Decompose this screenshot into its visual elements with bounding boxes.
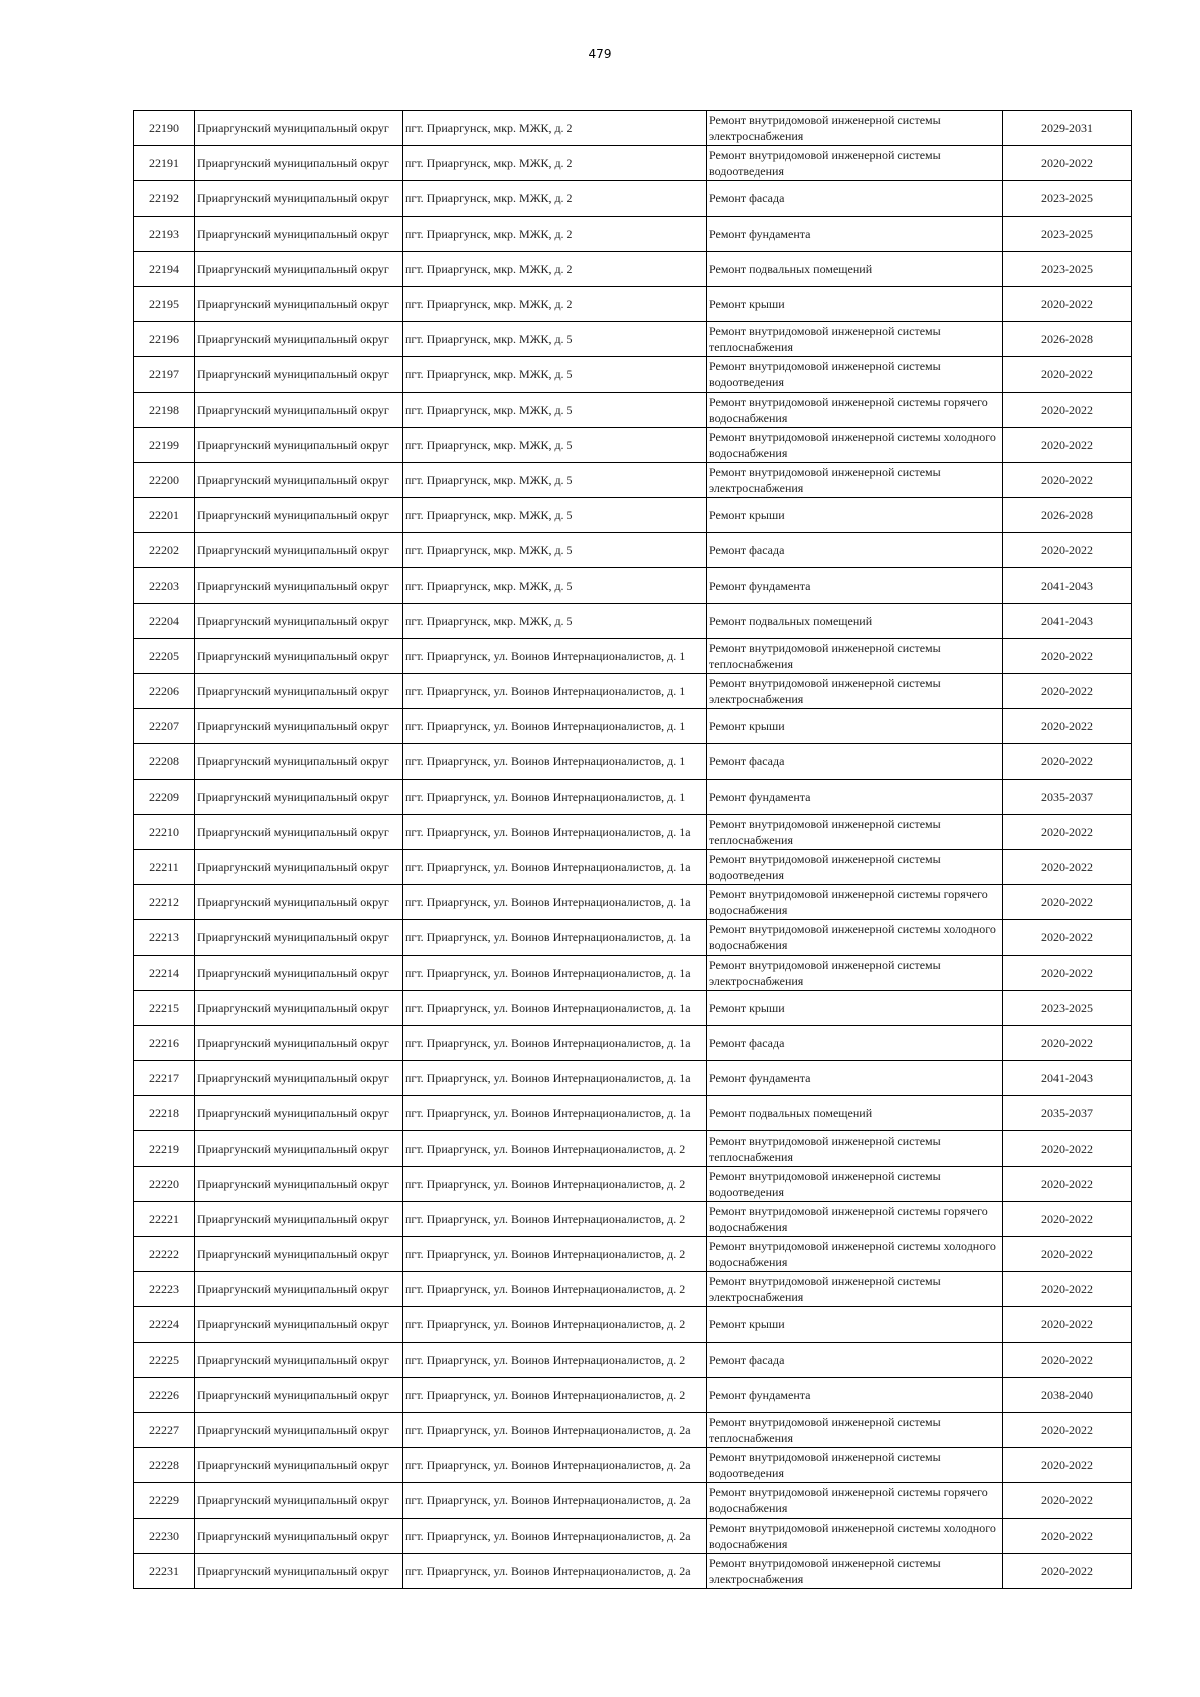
address-cell: пгт. Приаргунск, мкр. МЖК, д. 2 (403, 216, 707, 251)
address-cell: пгт. Приаргунск, ул. Воинов Интернационалистов, д. 2 (403, 1201, 707, 1236)
row-number: 22208 (134, 744, 195, 779)
period-cell: 2026-2028 (1003, 498, 1132, 533)
row-number: 22201 (134, 498, 195, 533)
table-row (134, 462, 1132, 497)
row-number: 22195 (134, 286, 195, 321)
work-type-cell: Ремонт крыши (707, 498, 1003, 533)
table-row (134, 568, 1132, 603)
table-row (134, 357, 1132, 392)
repair-schedule-table (133, 110, 1132, 1589)
table-row (134, 779, 1132, 814)
table-row (134, 674, 1132, 709)
work-type-cell: Ремонт внутридомовой инженерной системы водоотведения (707, 1448, 1003, 1483)
row-number: 22224 (134, 1307, 195, 1342)
work-type-cell: Ремонт внутридомовой инженерной системы холодного водоснабжения (707, 920, 1003, 955)
district-cell: Приаргунский муниципальный округ (195, 216, 403, 251)
district-cell: Приаргунский муниципальный округ (195, 849, 403, 884)
table-row (134, 392, 1132, 427)
work-type-cell: Ремонт крыши (707, 286, 1003, 321)
table-row (134, 814, 1132, 849)
table-row (134, 709, 1132, 744)
district-cell: Приаргунский муниципальный округ (195, 955, 403, 990)
work-type-cell: Ремонт фасада (707, 1342, 1003, 1377)
work-type-cell: Ремонт фундамента (707, 1377, 1003, 1412)
district-cell: Приаргунский муниципальный округ (195, 146, 403, 181)
address-cell: пгт. Приаргунск, ул. Воинов Интернационалистов, д. 1а (403, 885, 707, 920)
row-number: 22207 (134, 709, 195, 744)
period-cell: 2020-2022 (1003, 849, 1132, 884)
district-cell: Приаргунский муниципальный округ (195, 357, 403, 392)
district-cell: Приаргунский муниципальный округ (195, 1412, 403, 1447)
work-type-cell: Ремонт фасада (707, 1025, 1003, 1060)
period-cell: 2020-2022 (1003, 1307, 1132, 1342)
address-cell: пгт. Приаргунск, ул. Воинов Интернационалистов, д. 2а (403, 1553, 707, 1588)
period-cell: 2020-2022 (1003, 286, 1132, 321)
district-cell: Приаргунский муниципальный округ (195, 744, 403, 779)
table-row (134, 744, 1132, 779)
period-cell: 2041-2043 (1003, 1061, 1132, 1096)
table-row (134, 498, 1132, 533)
district-cell: Приаргунский муниципальный округ (195, 1518, 403, 1553)
district-cell: Приаргунский муниципальный округ (195, 533, 403, 568)
row-number: 22223 (134, 1272, 195, 1307)
address-cell: пгт. Приаргунск, ул. Воинов Интернационалистов, д. 2 (403, 1342, 707, 1377)
work-type-cell: Ремонт фасада (707, 533, 1003, 568)
work-type-cell: Ремонт фундамента (707, 216, 1003, 251)
address-cell: пгт. Приаргунск, ул. Воинов Интернационалистов, д. 1а (403, 990, 707, 1025)
work-type-cell: Ремонт крыши (707, 709, 1003, 744)
row-number: 22197 (134, 357, 195, 392)
address-cell: пгт. Приаргунск, мкр. МЖК, д. 5 (403, 603, 707, 638)
period-cell: 2020-2022 (1003, 1412, 1132, 1447)
work-type-cell: Ремонт внутридомовой инженерной системы горячего водоснабжения (707, 1483, 1003, 1518)
row-number: 22215 (134, 990, 195, 1025)
row-number: 22229 (134, 1483, 195, 1518)
work-type-cell: Ремонт подвальных помещений (707, 1096, 1003, 1131)
address-cell: пгт. Приаргунск, ул. Воинов Интернационалистов, д. 1а (403, 955, 707, 990)
work-type-cell: Ремонт подвальных помещений (707, 251, 1003, 286)
district-cell: Приаргунский муниципальный округ (195, 1448, 403, 1483)
table-row (134, 1412, 1132, 1447)
work-type-cell: Ремонт внутридомовой инженерной системы водоотведения (707, 1166, 1003, 1201)
work-type-cell: Ремонт внутридомовой инженерной системы холодного водоснабжения (707, 1518, 1003, 1553)
row-number: 22198 (134, 392, 195, 427)
table-row (134, 1166, 1132, 1201)
period-cell: 2041-2043 (1003, 568, 1132, 603)
address-cell: пгт. Приаргунск, мкр. МЖК, д. 2 (403, 181, 707, 216)
address-cell: пгт. Приаргунск, ул. Воинов Интернационалистов, д. 2 (403, 1377, 707, 1412)
address-cell: пгт. Приаргунск, мкр. МЖК, д. 5 (403, 392, 707, 427)
table-row (134, 1237, 1132, 1272)
address-cell: пгт. Приаргунск, ул. Воинов Интернационалистов, д. 1а (403, 1025, 707, 1060)
address-cell: пгт. Приаргунск, мкр. МЖК, д. 2 (403, 111, 707, 146)
district-cell: Приаргунский муниципальный округ (195, 286, 403, 321)
table-row (134, 1272, 1132, 1307)
period-cell: 2020-2022 (1003, 1201, 1132, 1236)
address-cell: пгт. Приаргунск, ул. Воинов Интернационалистов, д. 2а (403, 1448, 707, 1483)
table-row (134, 1307, 1132, 1342)
address-cell: пгт. Приаргунск, ул. Воинов Интернационалистов, д. 1 (403, 709, 707, 744)
row-number: 22214 (134, 955, 195, 990)
work-type-cell: Ремонт внутридомовой инженерной системы горячего водоснабжения (707, 885, 1003, 920)
table-row (134, 1131, 1132, 1166)
district-cell: Приаргунский муниципальный округ (195, 427, 403, 462)
district-cell: Приаргунский муниципальный округ (195, 1131, 403, 1166)
address-cell: пгт. Приаргунск, ул. Воинов Интернационалистов, д. 1 (403, 779, 707, 814)
work-type-cell: Ремонт внутридомовой инженерной системы электроснабжения (707, 1553, 1003, 1588)
work-type-cell: Ремонт внутридомовой инженерной системы водоотведения (707, 849, 1003, 884)
table-row (134, 216, 1132, 251)
period-cell: 2020-2022 (1003, 1131, 1132, 1166)
table-row (134, 1201, 1132, 1236)
row-number: 22228 (134, 1448, 195, 1483)
table-row (134, 1377, 1132, 1412)
period-cell: 2023-2025 (1003, 251, 1132, 286)
period-cell: 2023-2025 (1003, 181, 1132, 216)
address-cell: пгт. Приаргунск, мкр. МЖК, д. 5 (403, 427, 707, 462)
row-number: 22194 (134, 251, 195, 286)
table-row (134, 251, 1132, 286)
row-number: 22204 (134, 603, 195, 638)
row-number: 22222 (134, 1237, 195, 1272)
row-number: 22192 (134, 181, 195, 216)
district-cell: Приаргунский муниципальный округ (195, 674, 403, 709)
address-cell: пгт. Приаргунск, ул. Воинов Интернационалистов, д. 1 (403, 638, 707, 673)
work-type-cell: Ремонт внутридомовой инженерной системы электроснабжения (707, 674, 1003, 709)
address-cell: пгт. Приаргунск, мкр. МЖК, д. 2 (403, 251, 707, 286)
row-number: 22211 (134, 849, 195, 884)
district-cell: Приаргунский муниципальный округ (195, 498, 403, 533)
work-type-cell: Ремонт фасада (707, 744, 1003, 779)
work-type-cell: Ремонт подвальных помещений (707, 603, 1003, 638)
work-type-cell: Ремонт фундамента (707, 568, 1003, 603)
period-cell: 2020-2022 (1003, 1342, 1132, 1377)
table-row (134, 920, 1132, 955)
table-row (134, 1553, 1132, 1588)
period-cell: 2020-2022 (1003, 1483, 1132, 1518)
row-number: 22191 (134, 146, 195, 181)
period-cell: 2020-2022 (1003, 462, 1132, 497)
address-cell: пгт. Приаргунск, ул. Воинов Интернационалистов, д. 2 (403, 1237, 707, 1272)
district-cell: Приаргунский муниципальный округ (195, 1342, 403, 1377)
address-cell: пгт. Приаргунск, ул. Воинов Интернационалистов, д. 1а (403, 1061, 707, 1096)
address-cell: пгт. Приаргунск, ул. Воинов Интернационалистов, д. 1а (403, 849, 707, 884)
period-cell: 2020-2022 (1003, 392, 1132, 427)
row-number: 22199 (134, 427, 195, 462)
period-cell: 2038-2040 (1003, 1377, 1132, 1412)
period-cell: 2020-2022 (1003, 920, 1132, 955)
period-cell: 2041-2043 (1003, 603, 1132, 638)
work-type-cell: Ремонт внутридомовой инженерной системы холодного водоснабжения (707, 427, 1003, 462)
period-cell: 2020-2022 (1003, 955, 1132, 990)
work-type-cell: Ремонт фасада (707, 181, 1003, 216)
table-row (134, 111, 1132, 146)
row-number: 22230 (134, 1518, 195, 1553)
table-body (134, 111, 1132, 1589)
row-number: 22231 (134, 1553, 195, 1588)
district-cell: Приаргунский муниципальный округ (195, 1096, 403, 1131)
table-row (134, 427, 1132, 462)
address-cell: пгт. Приаргунск, мкр. МЖК, д. 5 (403, 533, 707, 568)
district-cell: Приаргунский муниципальный округ (195, 322, 403, 357)
row-number: 22200 (134, 462, 195, 497)
row-number: 22203 (134, 568, 195, 603)
work-type-cell: Ремонт фундамента (707, 779, 1003, 814)
table-row (134, 1096, 1132, 1131)
period-cell: 2020-2022 (1003, 1237, 1132, 1272)
period-cell: 2020-2022 (1003, 638, 1132, 673)
district-cell: Приаргунский муниципальный округ (195, 709, 403, 744)
district-cell: Приаргунский муниципальный округ (195, 990, 403, 1025)
table-row (134, 885, 1132, 920)
table-row (134, 322, 1132, 357)
work-type-cell: Ремонт фундамента (707, 1061, 1003, 1096)
address-cell: пгт. Приаргунск, ул. Воинов Интернационалистов, д. 2 (403, 1131, 707, 1166)
row-number: 22196 (134, 322, 195, 357)
address-cell: пгт. Приаргунск, мкр. МЖК, д. 5 (403, 322, 707, 357)
period-cell: 2020-2022 (1003, 709, 1132, 744)
row-number: 22227 (134, 1412, 195, 1447)
work-type-cell: Ремонт внутридомовой инженерной системы водоотведения (707, 146, 1003, 181)
period-cell: 2020-2022 (1003, 533, 1132, 568)
period-cell: 2020-2022 (1003, 427, 1132, 462)
table-row (134, 1025, 1132, 1060)
period-cell: 2029-2031 (1003, 111, 1132, 146)
period-cell: 2020-2022 (1003, 674, 1132, 709)
district-cell: Приаргунский муниципальный округ (195, 181, 403, 216)
row-number: 22225 (134, 1342, 195, 1377)
period-cell: 2035-2037 (1003, 1096, 1132, 1131)
work-type-cell: Ремонт крыши (707, 990, 1003, 1025)
address-cell: пгт. Приаргунск, ул. Воинов Интернационалистов, д. 2а (403, 1483, 707, 1518)
address-cell: пгт. Приаргунск, ул. Воинов Интернационалистов, д. 2 (403, 1166, 707, 1201)
period-cell: 2020-2022 (1003, 744, 1132, 779)
period-cell: 2020-2022 (1003, 1025, 1132, 1060)
period-cell: 2020-2022 (1003, 357, 1132, 392)
page-number: 479 (588, 47, 612, 61)
district-cell: Приаргунский муниципальный округ (195, 1061, 403, 1096)
row-number: 22190 (134, 111, 195, 146)
district-cell: Приаргунский муниципальный округ (195, 462, 403, 497)
period-cell: 2020-2022 (1003, 1166, 1132, 1201)
district-cell: Приаргунский муниципальный округ (195, 920, 403, 955)
period-cell: 2020-2022 (1003, 146, 1132, 181)
row-number: 22212 (134, 885, 195, 920)
district-cell: Приаргунский муниципальный округ (195, 638, 403, 673)
address-cell: пгт. Приаргунск, мкр. МЖК, д. 5 (403, 498, 707, 533)
address-cell: пгт. Приаргунск, ул. Воинов Интернационалистов, д. 2 (403, 1272, 707, 1307)
address-cell: пгт. Приаргунск, ул. Воинов Интернационалистов, д. 1а (403, 920, 707, 955)
address-cell: пгт. Приаргунск, мкр. МЖК, д. 5 (403, 357, 707, 392)
row-number: 22219 (134, 1131, 195, 1166)
district-cell: Приаргунский муниципальный округ (195, 1201, 403, 1236)
district-cell: Приаргунский муниципальный округ (195, 1377, 403, 1412)
address-cell: пгт. Приаргунск, ул. Воинов Интернационалистов, д. 2 (403, 1307, 707, 1342)
row-number: 22206 (134, 674, 195, 709)
district-cell: Приаргунский муниципальный округ (195, 392, 403, 427)
row-number: 22210 (134, 814, 195, 849)
table-row (134, 638, 1132, 673)
address-cell: пгт. Приаргунск, ул. Воинов Интернационалистов, д. 2а (403, 1518, 707, 1553)
period-cell: 2020-2022 (1003, 885, 1132, 920)
address-cell: пгт. Приаргунск, ул. Воинов Интернационалистов, д. 1 (403, 674, 707, 709)
address-cell: пгт. Приаргунск, ул. Воинов Интернационалистов, д. 2а (403, 1412, 707, 1447)
district-cell: Приаргунский муниципальный округ (195, 1483, 403, 1518)
address-cell: пгт. Приаргунск, ул. Воинов Интернационалистов, д. 1а (403, 1096, 707, 1131)
row-number: 22221 (134, 1201, 195, 1236)
period-cell: 2020-2022 (1003, 1518, 1132, 1553)
address-cell: пгт. Приаргунск, ул. Воинов Интернационалистов, д. 1 (403, 744, 707, 779)
work-type-cell: Ремонт внутридомовой инженерной системы теплоснабжения (707, 638, 1003, 673)
table-row (134, 146, 1132, 181)
period-cell: 2020-2022 (1003, 814, 1132, 849)
district-cell: Приаргунский муниципальный округ (195, 779, 403, 814)
district-cell: Приаргунский муниципальный округ (195, 885, 403, 920)
table-row (134, 1448, 1132, 1483)
work-type-cell: Ремонт внутридомовой инженерной системы горячего водоснабжения (707, 392, 1003, 427)
work-type-cell: Ремонт внутридомовой инженерной системы теплоснабжения (707, 1412, 1003, 1447)
district-cell: Приаргунский муниципальный округ (195, 1553, 403, 1588)
row-number: 22193 (134, 216, 195, 251)
period-cell: 2020-2022 (1003, 1553, 1132, 1588)
district-cell: Приаргунский муниципальный округ (195, 568, 403, 603)
row-number: 22216 (134, 1025, 195, 1060)
row-number: 22218 (134, 1096, 195, 1131)
work-type-cell: Ремонт внутридомовой инженерной системы электроснабжения (707, 111, 1003, 146)
row-number: 22220 (134, 1166, 195, 1201)
table-row (134, 1518, 1132, 1553)
table-row (134, 1342, 1132, 1377)
table-row (134, 990, 1132, 1025)
district-cell: Приаргунский муниципальный округ (195, 1272, 403, 1307)
period-cell: 2020-2022 (1003, 1272, 1132, 1307)
row-number: 22205 (134, 638, 195, 673)
work-type-cell: Ремонт внутридомовой инженерной системы теплоснабжения (707, 322, 1003, 357)
work-type-cell: Ремонт крыши (707, 1307, 1003, 1342)
work-type-cell: Ремонт внутридомовой инженерной системы водоотведения (707, 357, 1003, 392)
district-cell: Приаргунский муниципальный округ (195, 1025, 403, 1060)
period-cell: 2035-2037 (1003, 779, 1132, 814)
work-type-cell: Ремонт внутридомовой инженерной системы электроснабжения (707, 462, 1003, 497)
period-cell: 2023-2025 (1003, 216, 1132, 251)
address-cell: пгт. Приаргунск, мкр. МЖК, д. 2 (403, 286, 707, 321)
table-row (134, 1061, 1132, 1096)
work-type-cell: Ремонт внутридомовой инженерной системы электроснабжения (707, 1272, 1003, 1307)
work-type-cell: Ремонт внутридомовой инженерной системы электроснабжения (707, 955, 1003, 990)
table-row (134, 603, 1132, 638)
row-number: 22202 (134, 533, 195, 568)
district-cell: Приаргунский муниципальный округ (195, 1307, 403, 1342)
row-number: 22209 (134, 779, 195, 814)
table-row (134, 955, 1132, 990)
district-cell: Приаргунский муниципальный округ (195, 603, 403, 638)
period-cell: 2020-2022 (1003, 1448, 1132, 1483)
period-cell: 2023-2025 (1003, 990, 1132, 1025)
district-cell: Приаргунский муниципальный округ (195, 1237, 403, 1272)
district-cell: Приаргунский муниципальный округ (195, 1166, 403, 1201)
table-row (134, 1483, 1132, 1518)
table-row (134, 181, 1132, 216)
work-type-cell: Ремонт внутридомовой инженерной системы теплоснабжения (707, 814, 1003, 849)
address-cell: пгт. Приаргунск, ул. Воинов Интернационалистов, д. 1а (403, 814, 707, 849)
district-cell: Приаргунский муниципальный округ (195, 111, 403, 146)
table-row (134, 286, 1132, 321)
address-cell: пгт. Приаргунск, мкр. МЖК, д. 5 (403, 568, 707, 603)
work-type-cell: Ремонт внутридомовой инженерной системы холодного водоснабжения (707, 1237, 1003, 1272)
address-cell: пгт. Приаргунск, мкр. МЖК, д. 5 (403, 462, 707, 497)
table-row (134, 849, 1132, 884)
district-cell: Приаргунский муниципальный округ (195, 251, 403, 286)
work-type-cell: Ремонт внутридомовой инженерной системы горячего водоснабжения (707, 1201, 1003, 1236)
row-number: 22213 (134, 920, 195, 955)
row-number: 22226 (134, 1377, 195, 1412)
address-cell: пгт. Приаргунск, мкр. МЖК, д. 2 (403, 146, 707, 181)
work-type-cell: Ремонт внутридомовой инженерной системы теплоснабжения (707, 1131, 1003, 1166)
table-row (134, 533, 1132, 568)
district-cell: Приаргунский муниципальный округ (195, 814, 403, 849)
period-cell: 2026-2028 (1003, 322, 1132, 357)
row-number: 22217 (134, 1061, 195, 1096)
